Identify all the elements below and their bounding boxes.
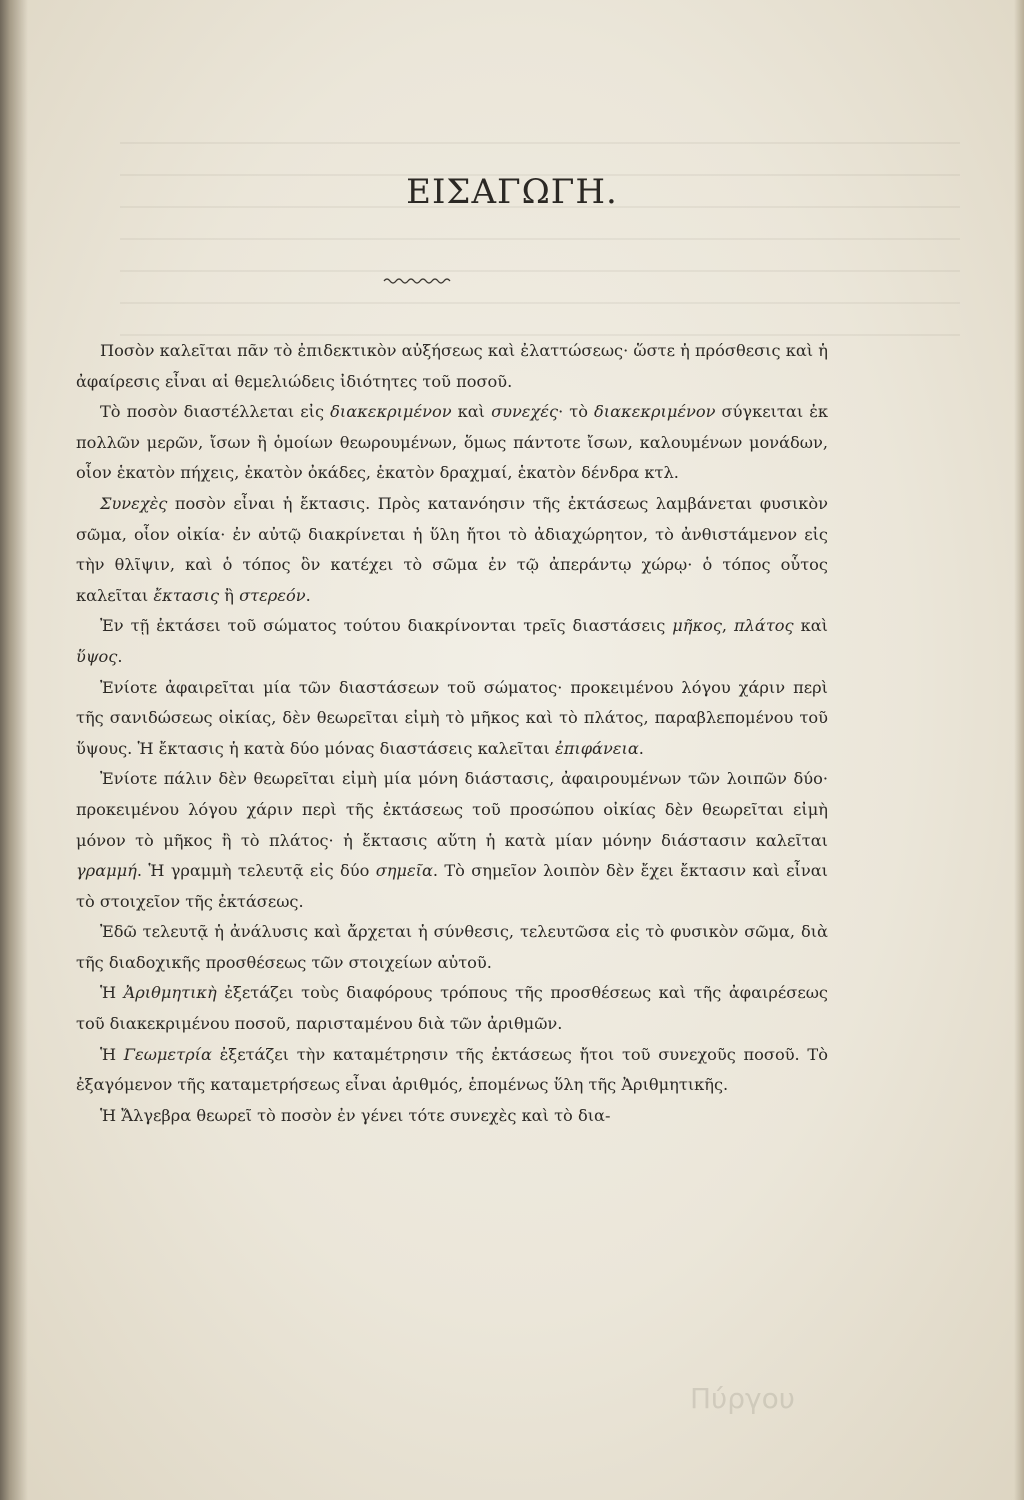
text-run: Ἡ <box>100 983 124 1003</box>
paragraph <box>76 764 828 917</box>
text-run: Ἡ Ἄλγεβρα θεωρεῖ τὸ ποσὸν ἐν γένει τότε συνεχὲς καὶ τὸ δια- <box>100 1105 611 1125</box>
paragraph <box>76 489 828 611</box>
text-run: σύγκειται ἐκ πολλῶν μερῶν, ἴσων ἢ ὁμοίων θεωρουμένων, ὅμως πάντοτε ἴσων, καλουμένων μονάδων, οἷον ἑκατὸν πήχεις, ἑκατὸν ὀκάδες, ἑκατὸν δραχμαί, ἑκατὸν δένδρα κτλ. <box>76 402 829 483</box>
text-run: ἢ <box>219 585 240 605</box>
paragraph <box>76 917 828 978</box>
paragraph <box>76 1101 828 1132</box>
text-run: Ἐν τῇ ἐκτάσει τοῦ σώματος τούτου διακρίνονται τρεῖς διαστάσεις <box>100 616 673 636</box>
text-run: Τὸ ποσὸν διαστέλλεται εἰς <box>100 402 331 422</box>
text-run: καὶ <box>451 402 492 422</box>
text-run: Ἡ <box>100 1044 124 1064</box>
italic-term: ἔκτασις <box>153 585 220 605</box>
text-run: . Ἡ γραμμὴ τελευτᾷ εἰς δύο <box>136 861 376 881</box>
page-title: ΕΙΣΑΓΩΓΗ. <box>406 172 618 212</box>
body-text <box>76 336 828 1131</box>
text-run: . Τὸ σημεῖον λοιπὸν δὲν ἔχει ἔκτασιν καὶ εἶναι τὸ στοιχεῖον τῆς ἐκτάσεως. <box>76 861 828 911</box>
italic-term: ἐπιφάνεια <box>555 738 639 758</box>
text-run: . <box>638 738 644 758</box>
text-run: Ἐνίοτε πάλιν δὲν θεωρεῖται εἰμὴ μία μόνη διάστασις, ἀφαιρουμένων τῶν λοιπῶν δύο· προκειμένου λόγου χάριν περὶ τῆς ἐκτάσεως τοῦ προσώπου οἰκίας δὲν θεωρεῖται εἰμὴ μόνον τὸ μῆκος ἢ τὸ πλάτος· ἡ ἔκτασις αὕτη ἡ κατὰ μίαν μόνην διάστασιν καλεῖται <box>76 769 828 850</box>
text-run: . <box>117 646 123 666</box>
text-run: ἐξετάζει τὴν καταμέτρησιν τῆς ἐκτάσεως ἤτοι τοῦ συνεχοῦς ποσοῦ. Τὸ ἐξαγόμενον τῆς καταμετρήσεως εἶναι ἀριθμός, ἑπομένως ὕλη τῆς Ἀριθμητικῆς. <box>76 1044 828 1095</box>
show-through-word: Πύργου <box>690 1382 795 1415</box>
italic-term: Γεωμετρία <box>123 1044 212 1064</box>
italic-term: διακεκριμένον <box>594 402 716 422</box>
italic-term: Συνεχὲς <box>100 493 168 513</box>
italic-term: διακεκριμένον <box>330 402 452 422</box>
wavy-rule-ornament <box>382 276 452 286</box>
text-run: ἐξετάζει τοὺς διαφόρους τρόπους τῆς προσθέσεως καὶ τῆς ἀφαιρέσεως τοῦ διακεκριμένου ποσοῦ, παρισταμένου διὰ τῶν ἀριθμῶν. <box>76 983 828 1034</box>
italic-term: γραμμή <box>76 861 137 881</box>
page-edge-shadow <box>1014 0 1024 1500</box>
show-through-text <box>120 120 960 360</box>
paragraph <box>76 1040 828 1101</box>
paragraph <box>76 611 828 672</box>
text-run: Ποσὸν καλεῖται πᾶν τὸ ἐπιδεκτικὸν αὐξήσεως καὶ ἐλαττώσεως· ὥστε ἡ πρόσθεσις καὶ ἡ ἀφαίρεσις εἶναι αἱ θεμελιώδεις ἰδιότητες τοῦ ποσοῦ. <box>76 341 828 391</box>
italic-term: συνεχές <box>491 402 559 422</box>
text-run: , <box>721 616 735 636</box>
italic-term: Ἀριθμητικὴ <box>123 983 217 1003</box>
text-run: · τὸ <box>558 402 595 422</box>
paragraph <box>76 978 828 1039</box>
text-run: Ἐδῶ τελευτᾷ ἡ ἀνάλυσις καὶ ἄρχεται ἡ σύνθεσις, τελευτῶσα εἰς τὸ φυσικὸν σῶμα, διὰ τῆς διαδοχικῆς προσθέσεως τῶν στοιχείων αὐτοῦ. <box>76 922 828 972</box>
paragraph <box>76 673 828 765</box>
text-run: ποσὸν εἶναι ἡ ἔκτασις. Πρὸς κατανόησιν τῆς ἐκτάσεως λαμβάνεται φυσικὸν σῶμα, οἷον οἰκία· ἐν αὐτῷ διακρίνεται ἡ ὕλη ἤτοι τὸ ἀδιαχώρητον, τὸ ἀνθιστάμενον εἰς τὴν θλῖψιν, καὶ ὁ τόπος ὃν κατέχει τὸ σῶμα ἐν τῷ ἀπεράντῳ χώρῳ· ὁ τόπος οὗτος καλεῖται <box>76 493 828 605</box>
italic-term: σημεῖα <box>375 861 433 881</box>
text-run: καὶ <box>793 616 828 636</box>
italic-term: ὕψος <box>76 646 118 666</box>
italic-term: μῆκος <box>672 616 722 636</box>
text-run: Ἐνίοτε ἀφαιρεῖται μία τῶν διαστάσεων τοῦ σώματος· προκειμένου λόγου χάριν περὶ τῆς σανιδώσεως οἰκίας, δὲν θεωρεῖται εἰμὴ τὸ μῆκος καὶ τὸ πλάτος, παραβλεπομένου τοῦ ὕψους. Ἡ ἔκτασις ἡ κατὰ δύο μόνας διαστάσεις καλεῖται <box>76 677 828 758</box>
text-run: . <box>305 585 311 605</box>
paragraph <box>76 336 828 397</box>
paragraph <box>76 397 828 489</box>
italic-term: στερεόν <box>239 585 306 605</box>
page-binding-shadow <box>0 0 28 1500</box>
italic-term: πλάτος <box>734 616 794 636</box>
